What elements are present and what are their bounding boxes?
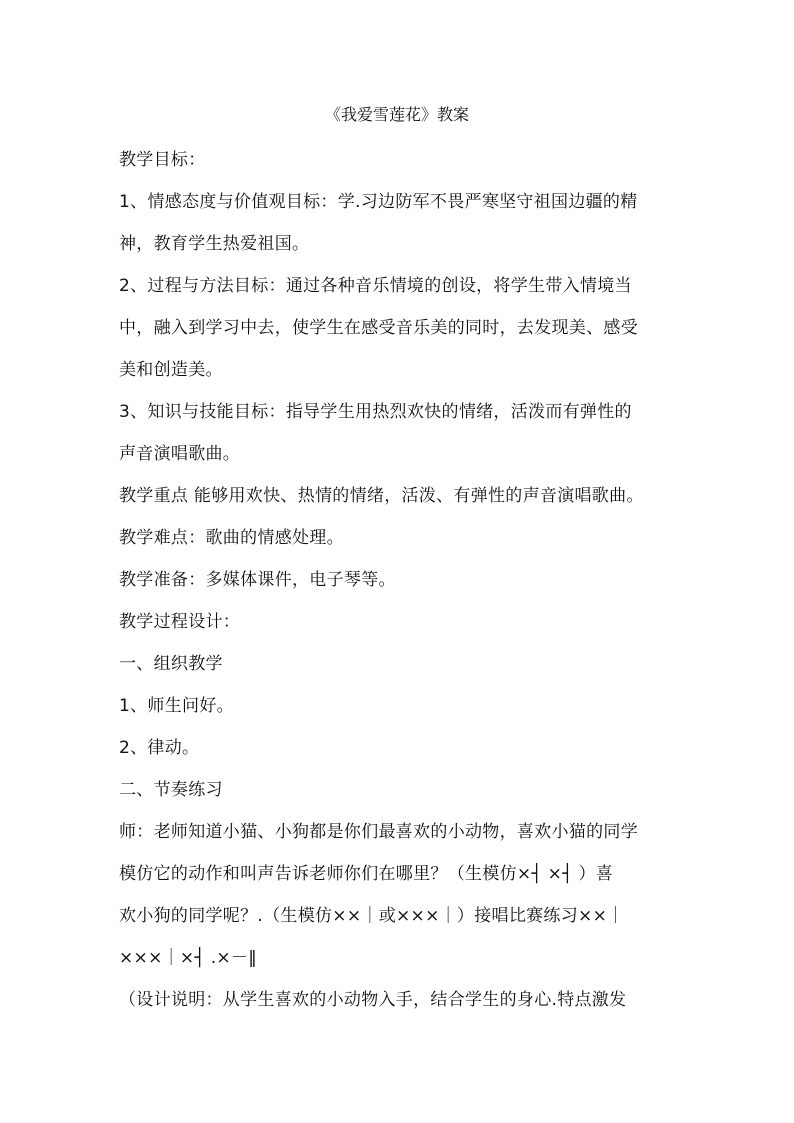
section-heading-process: 教学过程设计： xyxy=(119,612,241,632)
document-title: 《我爱雪莲花》教案 xyxy=(324,105,469,124)
paragraph-line: 中，融入到学习中去，使学生在感受音乐美的同时，去发现美、感受 xyxy=(119,318,638,338)
paragraph-line: ×××｜×┤ .×－‖ xyxy=(119,948,258,968)
list-item: 1、师生问好。 xyxy=(119,696,234,716)
paragraph-line: 美和创造美。 xyxy=(119,360,223,380)
paragraph-line: 3、知识与技能目标：指导学生用热烈欢快的情绪，活泼而有弹性的 xyxy=(119,402,632,422)
paragraph-line: 1、情感态度与价值观目标：学.习边防军不畏严寒坚守祖国边疆的精 xyxy=(119,192,638,212)
paragraph-line: 模仿它的动作和叫声告诉老师你们在哪里？（生模仿×┤ ×┤ ）喜 xyxy=(119,864,614,884)
paragraph-line: 师：老师知道小猫、小狗都是你们最喜欢的小动物，喜欢小猫的同学 xyxy=(119,822,638,842)
paragraph-line: 声音演唱歌曲。 xyxy=(119,444,241,464)
paragraph-line: 神，教育学生热爱祖国。 xyxy=(119,234,310,254)
preparation-line: 教学准备：多媒体课件，电子琴等。 xyxy=(119,570,396,590)
paragraph-line: 欢小狗的同学呢？.（生模仿××｜或×××｜）接唱比赛练习××｜ xyxy=(119,906,625,926)
list-item: 2、律动。 xyxy=(119,738,200,758)
section-heading-organize: 一、组织教学 xyxy=(119,654,223,674)
section-heading-objectives: 教学目标： xyxy=(119,150,206,170)
paragraph-line: 2、过程与方法目标：通过各种音乐情境的创设，将学生带入情境当 xyxy=(119,276,632,296)
difficulty-line: 教学难点：歌曲的情感处理。 xyxy=(119,528,344,548)
key-points-line: 教学重点 能够用欢快、热情的情绪，活泼、有弹性的声音演唱歌曲。 xyxy=(119,486,644,506)
section-heading-rhythm: 二、节奏练习 xyxy=(119,780,223,800)
paragraph-line: （设计说明：从学生喜欢的小动物入手，结合学生的身心.特点激发 xyxy=(119,990,627,1010)
